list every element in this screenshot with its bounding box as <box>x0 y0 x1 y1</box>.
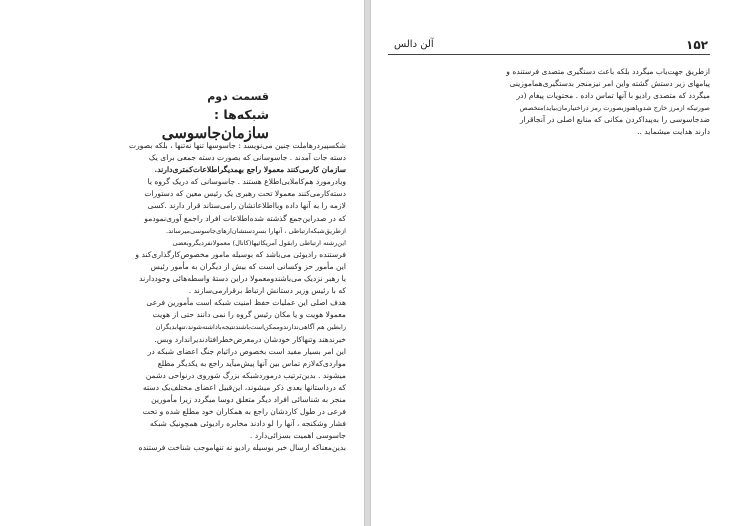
text-line: جاسوسی اهمیت بسزائی‌دارد . <box>249 431 346 441</box>
text-line: که درداستانها بعدی ذکر میشوند، این‌قبیل اعضای مختلف‌یک دسته <box>142 382 346 392</box>
text-line: سازمان کارمی‌کنند معمولا راجع بهمدیگراطلاعات‌کمتری‌دارند. <box>154 165 346 175</box>
text-line: شکسپیردرهاملت چنین می‌نویسد : جاسوسها تنها نه‌تنها ، بلکه بصورت <box>128 141 346 150</box>
text-line: ویادرمورد هم‌کاملابی‌اطلاع هستند . جاسوسانی که دریک گروه یا <box>147 177 346 187</box>
text-line: فرستنده رادیوئی می‌باشد که بوسیله مامور مخصوص‌کارگذاری‌کند و <box>135 249 346 259</box>
text-line: فرعی در طول کاردشان راجع به همکاران خود مطلع شده و تحت <box>142 407 346 417</box>
text-line: بدین‌معناکه ارسال خبر بوسیله رادیو نه تنهاموجب شناخت فرستنده <box>138 443 346 453</box>
text-line: دارند هدایت میشماید .. <box>637 127 710 137</box>
left-page-body <box>78 140 346 454</box>
text-line: صورتیکه ازمرز خارج شدوپاهنوزبصورت رمز دراختیارمان‌بیاید)متخصص <box>519 104 710 113</box>
left-page <box>0 0 365 526</box>
text-line: لازمه را به آنها داده وبااطلاعاتشان رامی‌ستاند قرار دارند .کسی <box>147 201 346 211</box>
text-line: رابطین هم آگاهی‌ندارندوممکن‌است‌باشندنتیجه‌باداشته‌شوند،تنهابدیگران <box>155 323 346 332</box>
chapter-title: شبکه‌ها : <box>214 107 269 122</box>
text-line: هدف اصلی این عملیات حفظ امنیت شبکه است مأمورین فرعی <box>146 298 346 308</box>
running-title: آلن دالس <box>394 39 434 50</box>
right-page-body <box>383 66 710 139</box>
text-line: معمولا هویت و یا مکان رئیس گروه را نمی دانند حتی از هویت <box>152 310 346 320</box>
page-number: ۱۵۲ <box>686 38 708 52</box>
text-line: این امر بسیار مفید است بخصوص دراثیام جنگ اعضای شبکه در <box>147 346 346 356</box>
text-line: خبرندهند وتنهاکار خودشان درمعرض‌خطرافتادندیراندارد وبس. <box>154 334 346 344</box>
text-line: میشوند . بدین‌ترتیب درموردشبکه بزرگ شوروی درنواحی دشمن <box>145 370 346 380</box>
text-line: یا رهبر نزدیک می‌باشندومعمولا دراین دستهٔ واسطه‌هائی وجوددارند <box>139 274 346 284</box>
text-line: فشار وشکنجه ، آنها را لو دادند مخابره رادیوئی همچونیک شبکه <box>149 419 346 429</box>
text-line: ضدجاسوسی را به‌پیداکردن مکانی که منابع اصلی در آنجاقرار <box>520 115 710 125</box>
text-line: پیامهای زیر دستش گشته واین امر نیزمنجر بدستگیری‌هماموزینی <box>509 79 710 89</box>
right-page <box>370 0 734 526</box>
text-line: دسته جات آمدند . جاسوسانی که بصورت دسته جمعی برای یک <box>148 153 346 163</box>
running-header <box>388 38 710 55</box>
text-line: ازطریق جهت‌یاب میگردد بلکه باعث دستگیری متصدی فرستنده و <box>506 67 710 76</box>
text-line: ازطریق‌شبکه‌ارتباطی ، آنهارا بسرِدستشان‌ارهای‌جاسوسی‌میرساند. <box>166 226 346 235</box>
text-line: این مأمور حز وکسانی است که بیش از دیگران به مأمور رئیس <box>150 261 346 271</box>
text-line: که با رئیس وزیر دستانش ارتباط برقرارمی‌سازند . <box>188 286 346 296</box>
text-line: که در صدراین‌جمع گذشته شده‌اطلاعات افراد راجمع آوری‌نمودمو <box>144 213 346 223</box>
text-line: مواردی‌که‌لازم تماس بین آنها پیش‌میآید راجع به یکدیگر مطلع <box>157 358 346 368</box>
chapter-subtitle: سازمان‌جاسوسی <box>161 124 269 142</box>
text-line: منجر به شناسائی افراد دیگر متعلق دوسا میگردد زیرا مأمورین <box>151 394 346 404</box>
text-line: میگردد که متصدی رادیو با آنها تماس داده . محتویات پیغام (در <box>516 91 710 101</box>
text-line: این‌رشته ارتباطی رابقول آمریکائیها(کانال) معمولا‌نفردیگروبعضی <box>172 238 346 247</box>
part-title: قسمت دوم <box>207 90 269 103</box>
text-line: دسته‌کارمی‌کنند معمولا تحت رهبری یک رئیس معین که دستورات <box>144 189 346 199</box>
